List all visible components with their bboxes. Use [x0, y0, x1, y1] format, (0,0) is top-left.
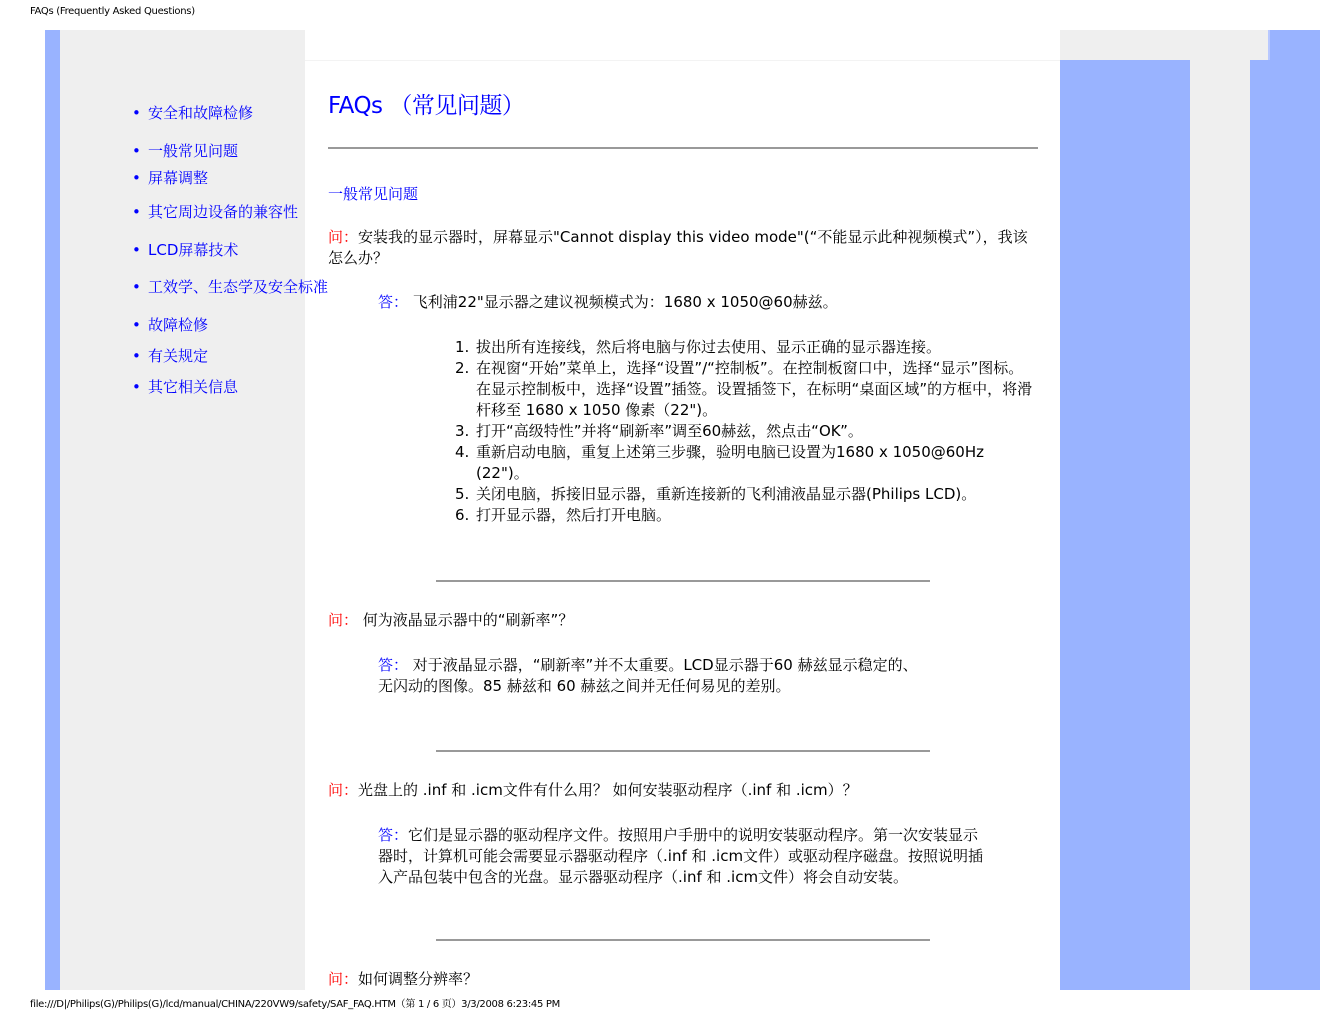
question-label: 问： [328, 970, 359, 988]
answer-label: 答： [378, 826, 409, 844]
question-text: 何为液晶显示器中的“刷新率”？ [358, 611, 574, 629]
question-text: 安装我的显示器时，屏幕显示"Cannot display this video mode"(“不能显示此种视频模式”），我该怎么办？ [328, 228, 1028, 267]
list-item: 3. 打开“高级特性”并将“刷新率”调至60赫兹，然点击“OK”。 [455, 422, 863, 440]
list-item: 4. 重新启动电脑，重复上述第三步骤，验明电脑已设置为1680 x 1050@60Hz (22")。 [455, 443, 985, 482]
question-label: 问： [328, 781, 359, 799]
list-item: 2. 在视窗“开始”菜单上，选择“设置”/“控制板”。在控制板窗口中，选择“显示”图标。在显示控制板中，选择“设置”插签。设置插签下，在标明“桌面区域”的方框中，将滑杆移至 1680 x 1050 像素（22")。 [455, 359, 1033, 419]
content-top-bar [305, 30, 1060, 61]
question-2 [328, 610, 1036, 631]
sidebar-item-regulations[interactable]: • 有关规定 [132, 347, 209, 365]
bullet-icon: • [132, 316, 141, 334]
question-4 [328, 969, 1036, 990]
right-frame-blue-column-outer [1250, 60, 1320, 990]
steps-list [455, 337, 1035, 526]
answer-text: 对于液晶显示器，“刷新率”并不太重要。LCD显示器于60 赫兹显示稳定的、 [408, 656, 918, 674]
bullet-icon: • [132, 203, 141, 221]
title-divider [328, 147, 1038, 149]
answer-text: 飞利浦22"显示器之建议视频模式为：1680 x 1050@60赫兹。 [408, 293, 838, 311]
answer-1 [378, 292, 1028, 313]
divider [436, 580, 930, 582]
answer-text-line2: 无闪动的图像。85 赫兹和 60 赫兹之间并无任何易见的差别。 [378, 677, 791, 695]
answer-text: 它们是显示器的驱动程序文件。按照用户手册中的说明安装驱动程序。第一次安装显示器时，计算机可能会需要显示器驱动程序（.inf 和 .icm文件）或驱动程序磁盘。按照说明插入产品包装中包含的光盘。显示器驱动程序（.inf 和 .icm文件）将会自动安装。 [378, 826, 984, 886]
section-heading: 一般常见问题 [328, 185, 419, 203]
right-top-grey-bar [1060, 30, 1268, 60]
answer-2 [378, 655, 978, 697]
sidebar-item-screen-adjust[interactable]: • 屏幕调整 [132, 169, 209, 187]
sidebar-item-general-faq[interactable]: • 一般常见问题 [132, 142, 239, 160]
bullet-icon: • [132, 378, 141, 396]
bullet-icon: • [132, 241, 141, 259]
answer-label: 答： [378, 293, 409, 311]
list-item: 5. 关闭电脑，拆接旧显示器，重新连接新的飞利浦液晶显示器(Philips LCD)。 [455, 485, 977, 503]
question-text: 光盘上的 .inf 和 .icm文件有什么用？ 如何安装驱动程序（.inf 和 .icm）？ [358, 781, 858, 799]
bullet-icon: • [132, 169, 141, 187]
answer-3 [378, 825, 988, 888]
bullet-icon: • [132, 347, 141, 365]
right-frame-blue-column [1060, 60, 1190, 990]
sidebar [60, 30, 329, 990]
question-label: 问： [328, 611, 359, 629]
answer-label: 答： [378, 656, 409, 674]
sidebar-item-safety[interactable]: • 安全和故障检修 [132, 104, 254, 122]
right-top-blue-block [1270, 30, 1320, 60]
bullet-icon: • [132, 142, 141, 160]
sidebar-item-compatibility[interactable]: • 其它周边设备的兼容性 [132, 203, 299, 221]
divider [436, 750, 930, 752]
sidebar-item-troubleshooting[interactable]: • 故障检修 [132, 316, 209, 334]
left-frame-strip [45, 30, 60, 990]
bullet-icon: • [132, 278, 141, 296]
list-item: 6. 打开显示器，然后打开电脑。 [455, 506, 672, 524]
right-frame-light-column [1190, 60, 1250, 990]
question-3 [328, 780, 1036, 801]
question-text: 如何调整分辨率？ [358, 970, 479, 988]
bullet-icon: • [132, 104, 141, 122]
list-item: 1. 拔出所有连接线，然后将电脑与你过去使用、显示正确的显示器连接。 [455, 338, 942, 356]
question-label: 问： [328, 228, 359, 246]
sidebar-item-ergonomics[interactable]: • 工效学、生态学及安全标准 [132, 278, 329, 296]
sidebar-item-other-info[interactable]: • 其它相关信息 [132, 378, 239, 396]
page-footer-path: file:///D|/Philips(G)/Philips(G)/lcd/manual/CHINA/220VW9/safety/SAF_FAQ.HTM（第 1 / 6 页）3/3/2008 6:23:45 PM [30, 999, 560, 1010]
page-title: FAQs （常见问题） [328, 93, 525, 119]
question-1 [328, 227, 1036, 269]
sidebar-item-lcd-tech[interactable]: • LCD屏幕技术 [132, 241, 239, 259]
page-header-text: FAQs (Frequently Asked Questions) [30, 6, 195, 17]
divider [436, 939, 930, 941]
